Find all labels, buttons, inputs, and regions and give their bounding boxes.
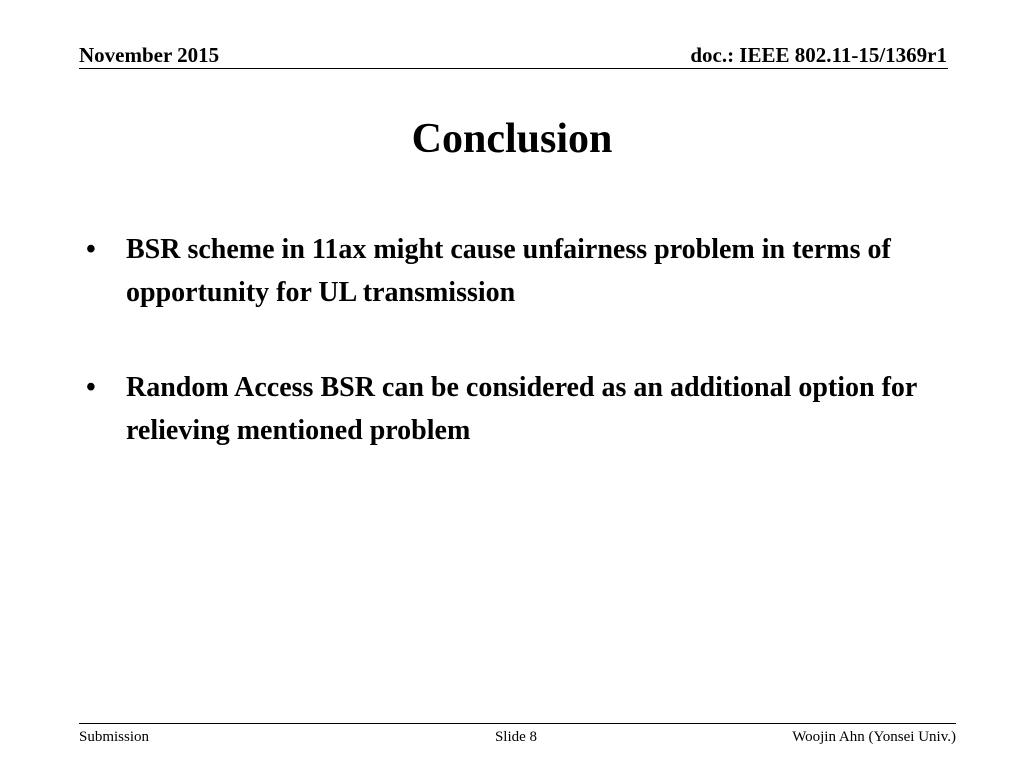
bullet-text: Random Access BSR can be considered as an additional option for relieving mentioned problem xyxy=(126,372,917,446)
bullet-list xyxy=(86,228,956,504)
bullet-marker: • xyxy=(86,234,96,265)
header-doc-id: doc.: IEEE 802.11-15/1369r1 xyxy=(690,43,947,67)
header-divider xyxy=(79,68,948,69)
bullet-text: BSR scheme in 11ax might cause unfairness problem in terms of opportunity for UL transmission xyxy=(126,234,891,308)
header-date: November 2015 xyxy=(79,43,220,67)
bullet-marker: • xyxy=(86,372,96,403)
footer-author: Woojin Ahn (Yonsei Univ.) xyxy=(792,729,956,745)
slide-title: Conclusion xyxy=(411,116,613,162)
bullet-item xyxy=(86,366,956,452)
bullet-item xyxy=(86,228,956,314)
footer-submission: Submission xyxy=(79,729,150,745)
footer-divider xyxy=(79,723,956,724)
footer-slide-number: Slide 8 xyxy=(494,729,538,745)
